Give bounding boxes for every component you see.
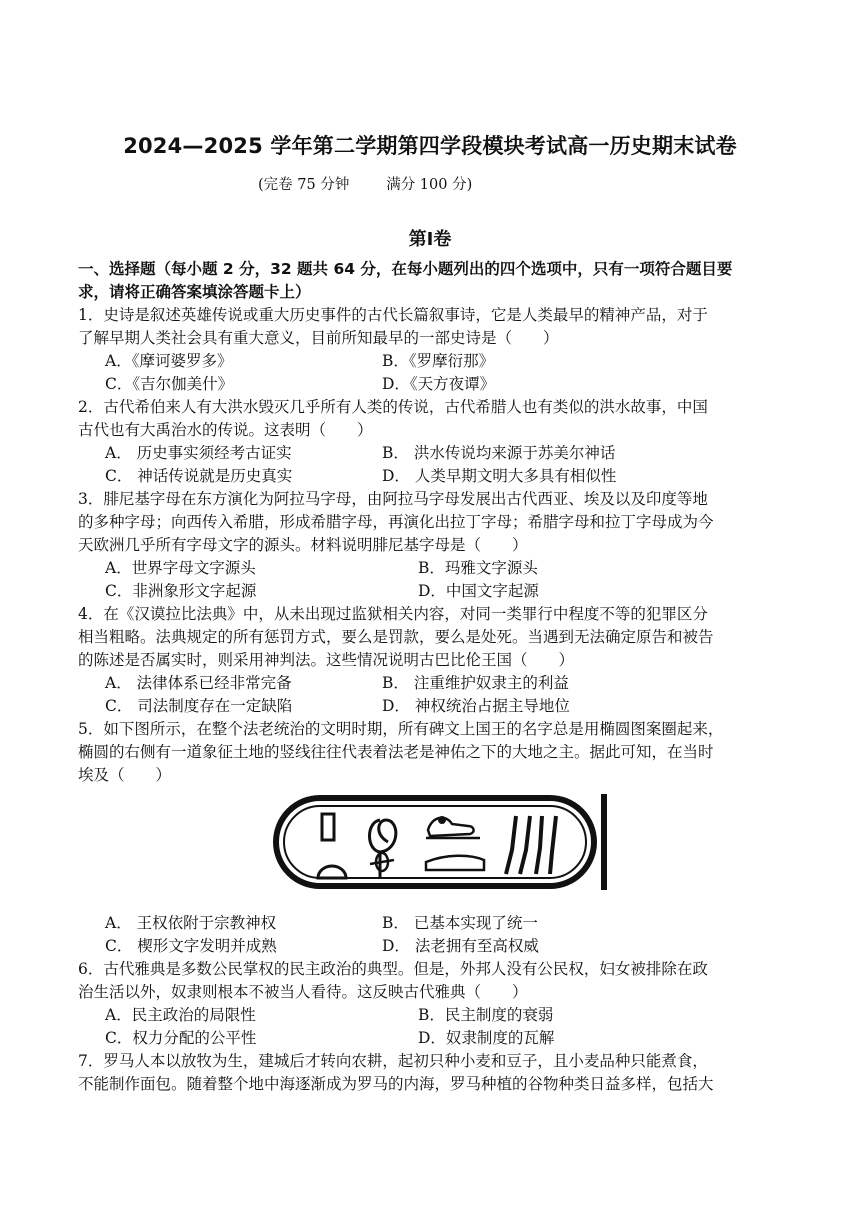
- question-6-option-b: B．民主制度的衰弱: [418, 1006, 554, 1024]
- question-3-option-c: C．非洲象形文字起源: [105, 582, 257, 600]
- question-2-option-d: D． 人类早期文明大多具有相似性: [382, 467, 617, 485]
- question-1-option-a: A．《摩诃婆罗多》: [105, 352, 233, 370]
- question-5-line: 埃及（ ）: [78, 766, 172, 784]
- question-1-line: 了解早期人类社会具有重大意义，目前所知最早的一部史诗是（ ）: [78, 329, 559, 347]
- question-1-line: 1．史诗是叙述英雄传说或重大历史事件的古代长篇叙事诗，它是人类最早的精神产品，对于: [78, 306, 708, 324]
- question-4-line: 相当粗略。法典规定的所有惩罚方式，要么是罚款，要么是处死。当遇到无法确定原告和被告: [78, 628, 714, 646]
- question-4-line: 4．在《汉谟拉比法典》中，从未出现过监狱相关内容，对同一类罪行中程度不等的犯罪区分: [78, 605, 708, 623]
- question-5-line: 椭圆的右侧有一道象征土地的竖线往往代表着法老是神佑之下的大地之主。据此可知，在当时: [78, 743, 714, 761]
- question-6-line: 6．古代雅典是多数公民掌权的民主政治的典型。但是，外邦人没有公民权，妇女被排除在政: [78, 960, 708, 978]
- question-3-line: 的多种字母；向西传入希腊，形成希腊字母，再演化出拉丁字母；希腊字母和拉丁字母成为今: [78, 513, 714, 531]
- question-5-option-a: A． 王权依附于宗教神权: [105, 914, 277, 932]
- question-3-line: 3．腓尼基字母在东方演化为阿拉马字母，由阿拉马字母发展出古代西亚、埃及以及印度等地: [78, 490, 708, 508]
- section-line: 一、选择题（每小题 2 分，32 题共 64 分，在每小题列出的四个选项中，只有一项符合题目要: [78, 260, 733, 278]
- question-1-option-b: B．《罗摩衍那》: [382, 352, 495, 370]
- question-7-line: 不能制作面包。随着整个地中海逐渐成为罗马的内海，罗马种植的谷物种类日益多样，包括大: [78, 1075, 714, 1093]
- question-2-line: 2．古代希伯来人有大洪水毁灭几乎所有人类的传说，古代希腊人也有类似的洪水故事，中国: [78, 398, 708, 416]
- question-4-line: 的陈述是否属实时，则采用神判法。这些情况说明古巴比伦王国（ ）: [78, 651, 575, 669]
- question-1-option-d: D．《天方夜谭》: [382, 375, 496, 393]
- section-line: 求，请将正确答案填涂答题卡上）: [78, 283, 311, 301]
- question-6-line: 治生活以外，奴隶则根本不被当人看待。这反映古代雅典（ ）: [78, 983, 528, 1001]
- question-2-option-c: C． 神话传说就是历史真实: [105, 467, 293, 485]
- question-3-line: 天欧洲几乎所有字母文字的源头。材料说明腓尼基字母是（ ）: [78, 536, 528, 554]
- question-2-option-a: A． 历史事实须经考古证实: [105, 444, 292, 462]
- section-instructions: [78, 258, 788, 304]
- question-2-option-b: B． 洪水传说均来源于苏美尔神话: [382, 444, 616, 462]
- question-6-option-d: D．奴隶制度的瓦解: [418, 1029, 555, 1047]
- question-5-option-c: C． 楔形文字发明并成熟: [105, 937, 277, 955]
- pharaoh-cartouche-image: [270, 790, 615, 895]
- exam-subtitle: (完卷 75 分钟 满分 100 分): [258, 177, 473, 193]
- question-2-line: 古代也有大禹治水的传说。这表明（ ）: [78, 421, 373, 439]
- part-heading: 第Ⅰ卷: [408, 229, 452, 250]
- question-3-option-b: B．玛雅文字源头: [418, 559, 538, 577]
- exam-title: 2024—2025 学年第二学期第四学段模块考试高一历史期末试卷: [123, 134, 737, 158]
- question-5-option-d: D． 法老拥有至高权威: [382, 937, 539, 955]
- question-4-option-b: B． 注重维护奴隶主的利益: [382, 674, 569, 692]
- question-4-option-c: C． 司法制度存在一定缺陷: [105, 697, 293, 715]
- question-5-option-b: B． 已基本实现了统一: [382, 914, 538, 932]
- question-4-option-a: A． 法律体系已经非常完备: [105, 674, 292, 692]
- question-7-line: 7．罗马人本以放牧为生，建城后才转向农耕，起初只种小麦和豆子，且小麦品种只能煮食，: [78, 1052, 708, 1070]
- question-5-line: 5．如下图所示，在整个法老统治的文明时期，所有碑文上国王的名字总是用椭圆图案圈起来，: [78, 720, 724, 738]
- question-4-option-d: D． 神权统治占据主导地位: [382, 697, 570, 715]
- question-6-option-c: C．权力分配的公平性: [105, 1029, 257, 1047]
- question-1-option-c: C．《吉尔伽美什》: [105, 375, 234, 393]
- question-3-option-d: D．中国文字起源: [418, 582, 539, 600]
- question-6-option-a: A．民主政治的局限性: [105, 1006, 256, 1024]
- question-3-option-a: A．世界字母文字源头: [105, 559, 256, 577]
